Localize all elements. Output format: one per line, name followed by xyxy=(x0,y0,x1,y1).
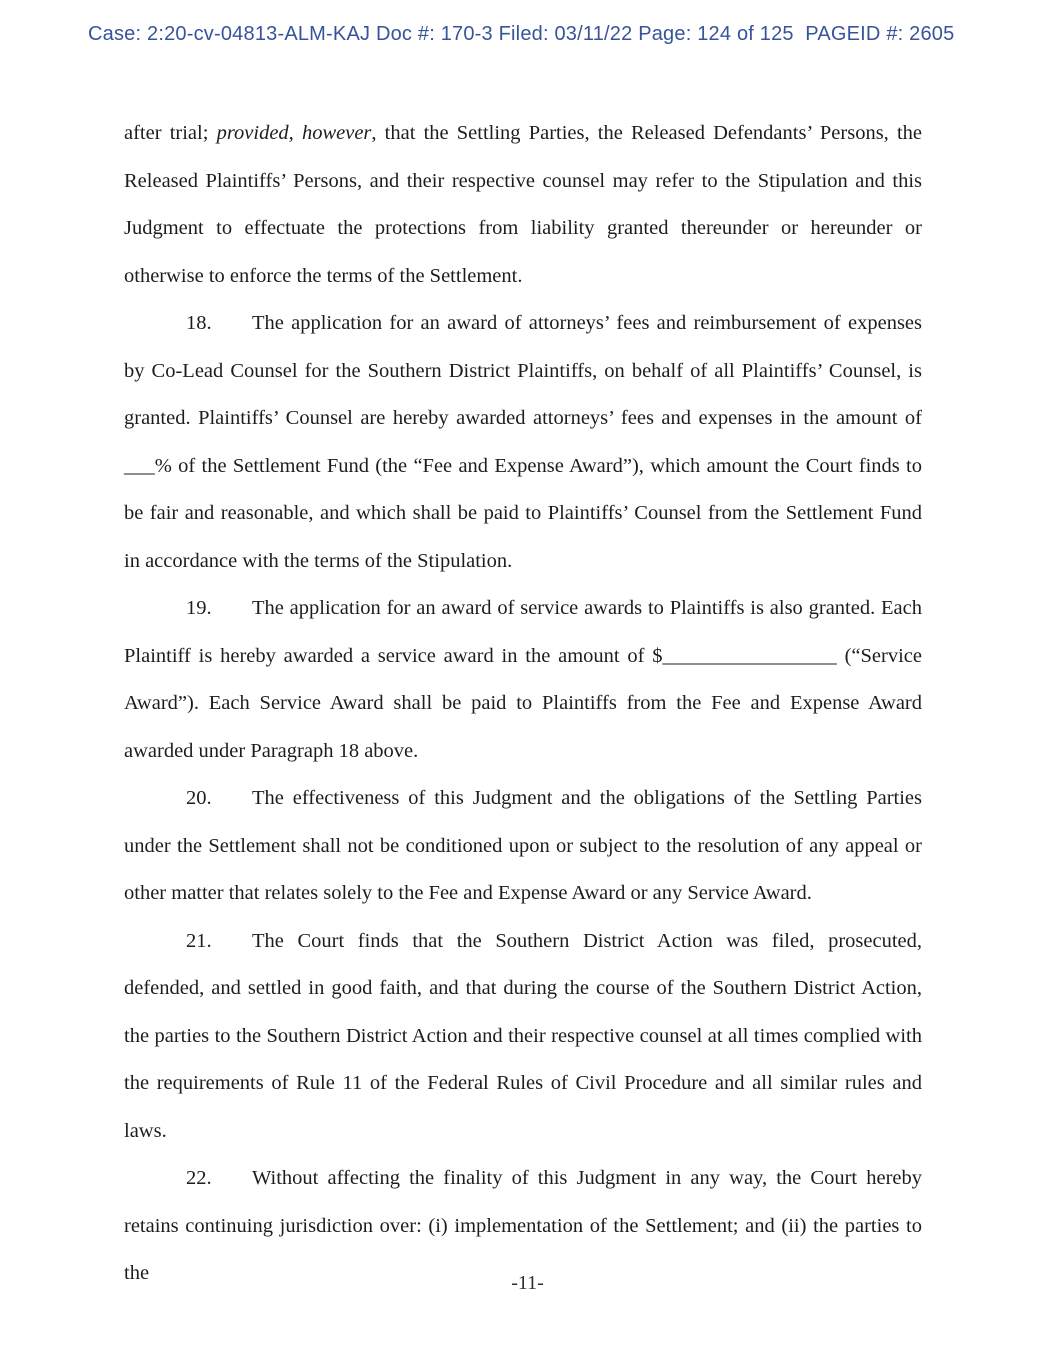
italic-text-run: provided, however xyxy=(216,122,372,144)
text-run: after trial; xyxy=(124,122,217,144)
paragraph-number: 18. xyxy=(186,312,212,334)
numbered-paragraph xyxy=(124,918,922,1156)
numbered-paragraph xyxy=(124,585,922,775)
numbered-paragraph xyxy=(124,775,922,918)
paragraph-number: 19. xyxy=(186,597,212,619)
paragraph-number: 22. xyxy=(186,1167,212,1189)
paragraph-number: 20. xyxy=(186,787,212,809)
text-run: The Court finds that the Southern District Action was filed, prosecuted, defended, and settled in good faith, and that during the course of the Southern District Action, the parties to the Southern District Action and their respective counsel at all times complied with the requirements of Rule 11 of the Federal Rules of Civil Procedure and all similar rules and laws. xyxy=(124,929,922,1142)
document-body xyxy=(124,110,922,1298)
numbered-paragraph xyxy=(124,300,922,585)
text-run: The application for an award of attorneys’ fees and reimbursement of expenses by Co-Lead Counsel for the Southern District Plaintiffs, on behalf of all Plaintiffs’ Counsel, is granted. Plaintiffs’ Counsel are hereby awarded attorneys’ fees and expenses in the amount of ___% of the Settlement Fund (the “Fee and Expense Award”), which amount the Court finds to be fair and reasonable, and which shall be paid to Plaintiffs’ Counsel from the Settlement Fund in accordance with the terms of the Stipulation. xyxy=(124,312,922,572)
case-header: Case: 2:20-cv-04813-ALM-KAJ Doc #: 170-3 Filed: 03/11/22 Page: 124 of 125 PAGEID #: 2605 xyxy=(88,23,955,45)
text-run: The application for an award of service awards to Plaintiffs is also granted. Each Plaintiff is hereby awarded a service award in the amount of $_________________ (“Service Award”). Each Service Award shall be paid to Plaintiffs from the Fee and Expense Award awarded under Paragraph 18 above. xyxy=(124,597,922,762)
text-run: Without affecting the finality of this Judgment in any way, the Court hereby retains continuing jurisdiction over: (i) implementation of the Settlement; and (ii) the parties to the xyxy=(124,1167,922,1284)
paragraph xyxy=(124,110,922,300)
text-run: , that the Settling Parties, the Released Defendants’ Persons, the Released Plaintiffs’ Persons, and their respective counsel may refer to the Stipulation and this Judgment to effectuate the protections from liability granted thereunder or hereunder or otherwise to enforce the terms of the Settlement. xyxy=(124,122,922,287)
paragraph-number: 21. xyxy=(186,929,212,952)
page-number: -11- xyxy=(511,1272,544,1294)
text-run: The effectiveness of this Judgment and the obligations of the Settling Parties under the Settlement shall not be conditioned upon or subject to the resolution of any appeal or other matter that relates solely to the Fee and Expense Award or any Service Award. xyxy=(124,787,922,904)
